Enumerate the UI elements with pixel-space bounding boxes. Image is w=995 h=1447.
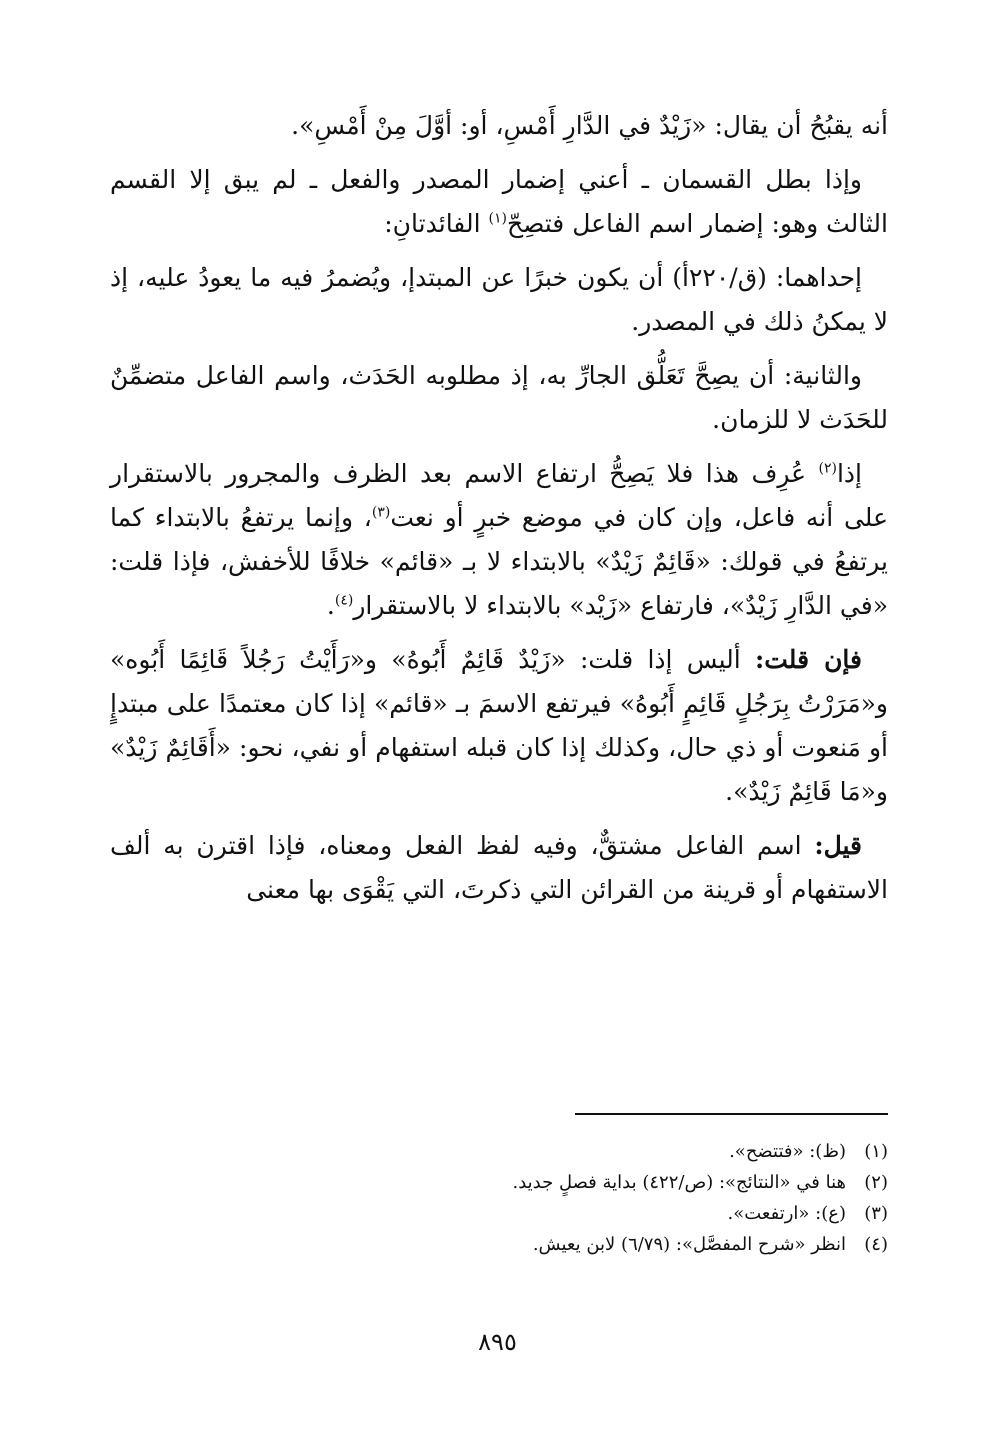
paragraph-7 bbox=[110, 824, 888, 912]
footnote-ref[interactable]: (٤) bbox=[334, 592, 354, 609]
paragraph-5 bbox=[110, 452, 888, 628]
paragraph-text: والثانية: أن يصِحَّ تَعَلُّق الجارِّ به، إذ مطلوبه الحَدَث، واسم الفاعل متضمِّنٌ للحَدَث لا للزمان. bbox=[110, 361, 888, 434]
paragraph-text: إذا bbox=[836, 459, 862, 488]
footnote-text: هنا في «النتائج»: (ص/٤٢٢) بداية فصلٍ جديد. bbox=[512, 1172, 846, 1193]
paragraph-text: وإذا بطل القسمان ـ أعني إضمار المصدر والفعل ـ لم يبق إلا القسم الثالث وهو: إضمار اسم الفاعل فتصِحّ bbox=[110, 165, 888, 238]
paragraph-lead: فإن قلت: bbox=[755, 645, 863, 674]
paragraph-6 bbox=[110, 638, 888, 814]
footnote-2 bbox=[110, 1167, 888, 1198]
footnote-text: انظر «شرح المفصَّل»: (٦/٧٩) لابن يعيش. bbox=[532, 1234, 846, 1255]
page-number: ٨٩٥ bbox=[478, 1328, 517, 1356]
footnote-number: (٢) bbox=[864, 1172, 888, 1193]
paragraph-text: عُرِف هذا فلا يَصِحُّ ارتفاع الاسم بعد الظرف والمجرور بالاستقرار على أنه فاعل، وإن كان في موضع خبرٍ أو نعت bbox=[110, 459, 888, 532]
footnote-text: (ع): «ارتفعت». bbox=[727, 1203, 846, 1224]
main-text bbox=[110, 104, 888, 922]
footnote-4 bbox=[110, 1229, 888, 1260]
paragraph-4 bbox=[110, 354, 888, 442]
paragraph-1 bbox=[110, 104, 888, 148]
footnote-number: (٣) bbox=[864, 1203, 888, 1224]
paragraph-text: الفائدتانِ: bbox=[384, 209, 489, 238]
paragraph-text: أنه يقبُحُ أن يقال: «زَيْدٌ في الدَّارِ أَمْسِ، أو: أوَّلَ مِنْ أَمْسِ». bbox=[291, 111, 888, 140]
footnote-1 bbox=[110, 1136, 888, 1167]
footnote-number: (١) bbox=[864, 1141, 888, 1162]
footnote-divider bbox=[575, 1113, 888, 1115]
footnote-3 bbox=[110, 1198, 888, 1229]
paragraph-lead: قيل: bbox=[814, 831, 862, 860]
paragraph-text: أليس إذا قلت: «زَيْدٌ قَائِمٌ أَبُوهُ» و«رَأَيْتُ رَجُلاً قَائِمًا أَبُوه» و«مَرَرْتُ بِرَجُلٍ قَائِمٍ أَبُوهُ» فيرتفع الاسمَ بـ «قائم» إذا كان معتمدًا على مبتدإٍ أو مَنعوت أو ذي حال، وكذلك إذا كان قبله استفهام أو نفي، نحو: «أَقَائِمٌ زَيْدٌ» و«مَا قَائِمٌ زَيْدٌ». bbox=[110, 645, 888, 806]
paragraph-text: إحداهما: (ق/٢٢٠أ) أن يكون خبرًا عن المبتدإ، ويُضمرُ فيه ما يعودُ عليه، إذ لا يمكنُ ذلك في المصدر. bbox=[110, 263, 888, 336]
paragraph-3 bbox=[110, 256, 888, 344]
paragraph-text: ، وإنما يرتفعُ بالابتداء كما يرتفعُ في قولك: «قَائِمٌ زَيْدٌ» بالابتداء لا بـ «قائم» خلافًا للأخفش، فإذا قلت: «في الدَّارِ زَيْدٌ»، فارتفاع «زَيْد» بالابتداء لا بالاستقرار bbox=[110, 503, 888, 620]
footnote-number: (٤) bbox=[864, 1234, 888, 1255]
paragraph-text: . bbox=[326, 591, 335, 620]
footnote-ref[interactable]: (١) bbox=[488, 210, 507, 227]
footnote-text: (ظ): «فتتضح». bbox=[729, 1141, 846, 1162]
footnote-ref[interactable]: (٣) bbox=[371, 504, 391, 521]
footnotes bbox=[110, 1136, 888, 1260]
paragraph-2 bbox=[110, 158, 888, 246]
paragraph-text: اسم الفاعل مشتقٌّ، وفيه لفظ الفعل ومعناه، فإذا اقترن به ألف الاستفهام أو قرينة من القرائن التي ذكرتَ، التي يَقْوَى بها معنى bbox=[110, 831, 888, 904]
footnote-ref[interactable]: (٢) bbox=[818, 460, 837, 477]
